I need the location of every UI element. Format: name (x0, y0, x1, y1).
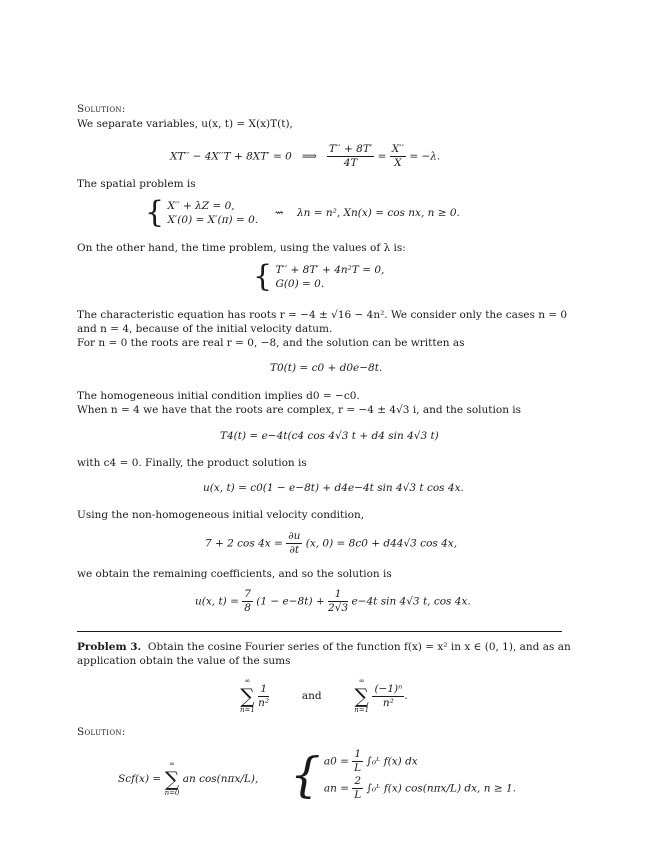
n4-line: When n = 4 we have that the roots are complex, r = −4 ± 4√3 i, and the solution is (77, 404, 522, 416)
remaining-line: we obtain the remaining coefficients, and so the solution is (77, 568, 392, 580)
partial-fraction: $\frac{\partial u}{\partial t}$ (288, 530, 301, 556)
solution2-heading: Solution: (77, 726, 126, 738)
sum2-fraction: $\frac{\text{(−1)ⁿ}}{\text{n²}}$ (374, 682, 403, 709)
T4-equation: T4(t) = e−4t(c4 cos 4√3 t + d4 sin 4√3 t) (220, 430, 439, 442)
separation-intro: We separate variables, u(x, t) = X(x)T(t), (77, 118, 293, 130)
equals-sign: = (377, 150, 387, 163)
sum-symbol-3: ∞ ∑ n=0 (164, 760, 180, 797)
problem3-label: Problem 3. (77, 641, 142, 653)
homogeneous-line: The homogeneous initial condition implies d0 = −c0. (77, 390, 360, 402)
problem3-line-2: application obtain the value of the sums (77, 655, 291, 667)
separation-rhs: = −λ. (409, 150, 441, 163)
nonhomogeneous-line: Using the non-homogeneous initial velocity condition, (77, 509, 365, 521)
problem3-text-1: Obtain the cosine Fourier series of the function f(x) = x² in x ∈ (0, 1), and as an (147, 641, 571, 653)
coefficient-system (290, 748, 516, 802)
c4-line: with c4 = 0. Finally, the product solution is (77, 457, 307, 469)
time-system (253, 259, 385, 294)
product-solution: u(x, t) = c0(1 − e−8t) + d4e−4t sin 4√3 t cos 4x. (203, 482, 464, 494)
T0-equation: T0(t) = c0 + d0e−8t. (270, 362, 383, 374)
and-word: and (301, 690, 322, 702)
left-brace: { (145, 195, 165, 230)
section-divider (77, 631, 562, 632)
coefficient-lines (324, 748, 516, 802)
an-formula: an = $\frac{2}{L}$ ∫₀ᴸ f(x) cos(nπx/L) dx, n ≥ 1. (323, 775, 516, 801)
cosine-series: Scf(x) = ∞ ∑ n=0 an cos(nπx/L), (118, 760, 259, 797)
separation-equation (170, 143, 440, 170)
separation-lhs: XT′′ − 4X′′T + 8XT′ = 0 (170, 150, 292, 163)
n0-line: For n = 0 the roots are real r = 0, −8, and the solution can be written as (77, 337, 465, 349)
time-intro: On the other hand, the time problem, using the values of λ is: (77, 242, 406, 254)
spatial-intro: The spatial problem is (77, 178, 196, 190)
sum-symbol-2: ∞ ∑ n=1 (354, 677, 370, 714)
characteristic-line-1: The characteristic equation has roots r = −4 ± √16 − 4n². We consider only the cases n = 0 (77, 309, 568, 321)
velocity-equation: 7 + 2 cos 4x = $\frac{\partial u}{\partial t}$ (x, 0) = 8c0 + d44√3 cos 4x, (205, 530, 458, 556)
spatial-result: λn = n², Xn(x) = cos nx, n ≥ 0. (296, 207, 460, 219)
left-brace: { (290, 747, 321, 803)
final-solution: u(x, t) = $\frac{7}{8}$ (1 − e−8t) + $\frac{1}{2√3}$ e−4t sin 4√3 t, cos 4x. (195, 588, 471, 614)
sum1-fraction: $\frac{1}{\text{n²}}$ (258, 682, 270, 709)
problem3-sums: ∞ ∑ n=1 $\frac{1}{\text{n²}}$ and ∞ ∑ n=1 $\frac{\text{(−1)ⁿ}}{\text{n²}}$ . (240, 677, 408, 714)
left-brace: { (253, 259, 273, 294)
leads-to-symbol: ⇝ (274, 207, 284, 219)
spatial-system-lines: X′′ + λZ = 0, X′(0) = X′(π) = 0. (167, 200, 259, 226)
separation-fraction: $\frac{T'' + 8T'}{4T}$ (328, 143, 373, 169)
fraction-1-2sqrt3: $\frac{1}{2√3}$ (328, 588, 349, 614)
characteristic-line-2: and n = 4, because of the initial velocity datum. (77, 323, 333, 335)
a0-formula: a0 = $\frac{1}{L}$ ∫₀ᴸ f(x) dx (323, 748, 418, 774)
fraction-7-8: $\frac{7}{8}$ (244, 588, 251, 614)
separation-fraction-2: $\frac{X''}{X}$ (391, 143, 404, 169)
problem3-line-1 (77, 641, 571, 653)
spatial-system (145, 195, 460, 230)
sum-symbol-1: ∞ ∑ n=1 (240, 677, 255, 714)
solution-heading: Solution: (77, 103, 126, 115)
time-system-lines: T′′ + 8T′ + 4n²T = 0, G(0) = 0. (275, 264, 385, 290)
implies-symbol: ⟹ (301, 150, 317, 163)
